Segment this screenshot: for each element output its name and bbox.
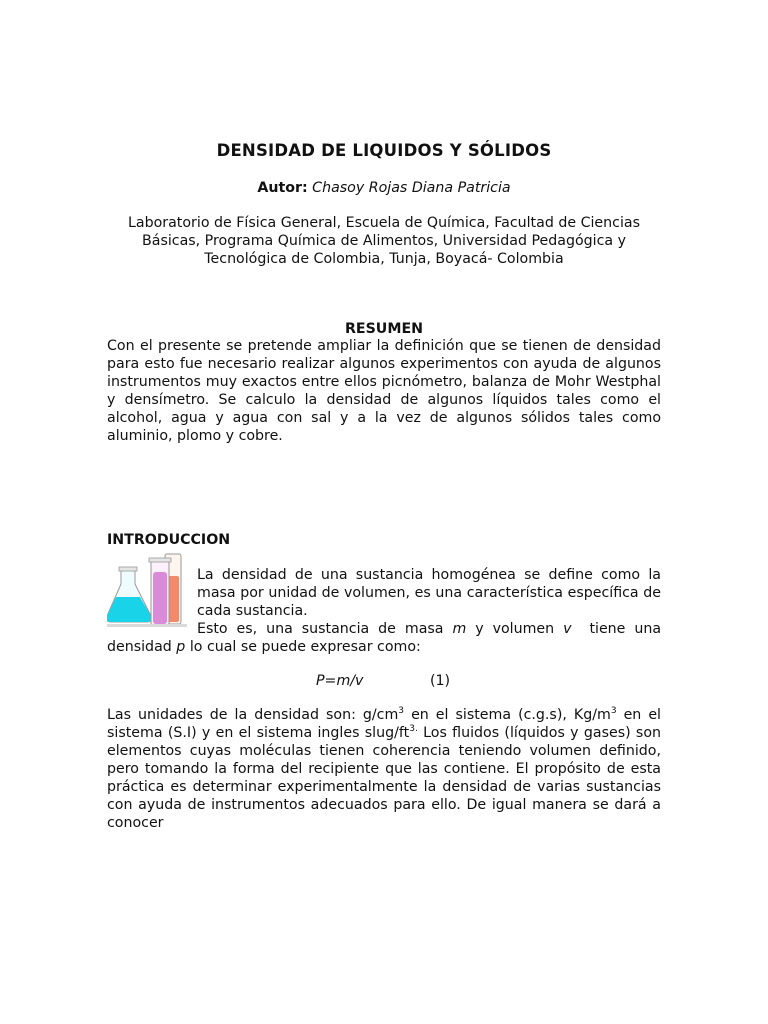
units-text-d: Los fluidos (líquidos y gases) son elementos cuyas moléculas tienen coherencia teniendo volumen definido, pero tomando la forma del recipiente que las contiene. El propósito de esta práctica es determinar experimentalmente la densidad de varias sustancias con ayuda de instrumentos adecuados para ello. De igual manera se dará a conocer <box>107 725 661 831</box>
units-text-c: en el sistema (S.I) y en el sistema ingles slug/ft <box>107 707 661 741</box>
units-text-b: en el sistema (c.g.s), Kg/m <box>411 707 611 723</box>
p2-text-a: Esto es, una sustancia de masa <box>197 621 444 637</box>
units-text-a: Las unidades de la densidad son: g/cm <box>107 707 399 723</box>
density-symbol: p <box>176 639 186 655</box>
units-sup-2: 3 <box>610 706 617 716</box>
mass-symbol: m <box>452 621 467 637</box>
affiliation: Laboratorio de Física General, Escuela de Química, Facultad de Ciencias Básicas, Programa Química de Alimentos, Universidad Pedagógica y Tecnológica de Colombia, Tunja, Boyacá- Colombia <box>128 215 640 267</box>
p2-text-c-start: tiene una <box>580 621 662 637</box>
units-paragraph <box>107 706 661 832</box>
introduccion-heading: INTRODUCCION <box>107 532 231 548</box>
introduccion-paragraph-2 <box>107 620 661 656</box>
resumen-body: Con el presente se pretende ampliar la definición que se tienen de densidad para esto fue necesario realizar algunos experimentos con ayuda de algunos instrumentos muy exactos entre ellos picnómetro, balanza de Mohr Westphal y densímetro. Se calculo la densidad de algunos líquidos tales como el alcohol, agua y agua con sal y a la vez de algunos sólidos tales como aluminio, plomo y cobre. <box>107 338 661 444</box>
introduccion-paragraph-2-line <box>107 620 661 638</box>
resumen-heading: RESUMEN <box>344 321 424 337</box>
lab-glassware-icon <box>107 550 187 630</box>
units-sup-3: 3. <box>409 724 418 734</box>
units-sup-1: 3 <box>398 706 405 716</box>
author-name: Chasoy Rojas Diana Patricia <box>312 180 511 196</box>
volume-symbol: v <box>563 621 572 637</box>
p2-text-b: y volumen <box>475 621 555 637</box>
author-label: Autor: <box>257 180 308 196</box>
density-equation: P=m/v <box>316 673 364 689</box>
equation-number: (1) <box>430 673 451 689</box>
document-title: DENSIDAD DE LIQUIDOS Y SÓLIDOS <box>216 141 552 160</box>
p2-text-c-end: densidad <box>107 639 172 655</box>
p2-text-d: lo cual se puede expresar como: <box>189 639 421 655</box>
author-line <box>107 179 661 197</box>
introduccion-paragraph-1: La densidad de una sustancia homogénea se define como la masa por unidad de volumen, es una característica específica de cada sustancia. <box>197 567 661 619</box>
